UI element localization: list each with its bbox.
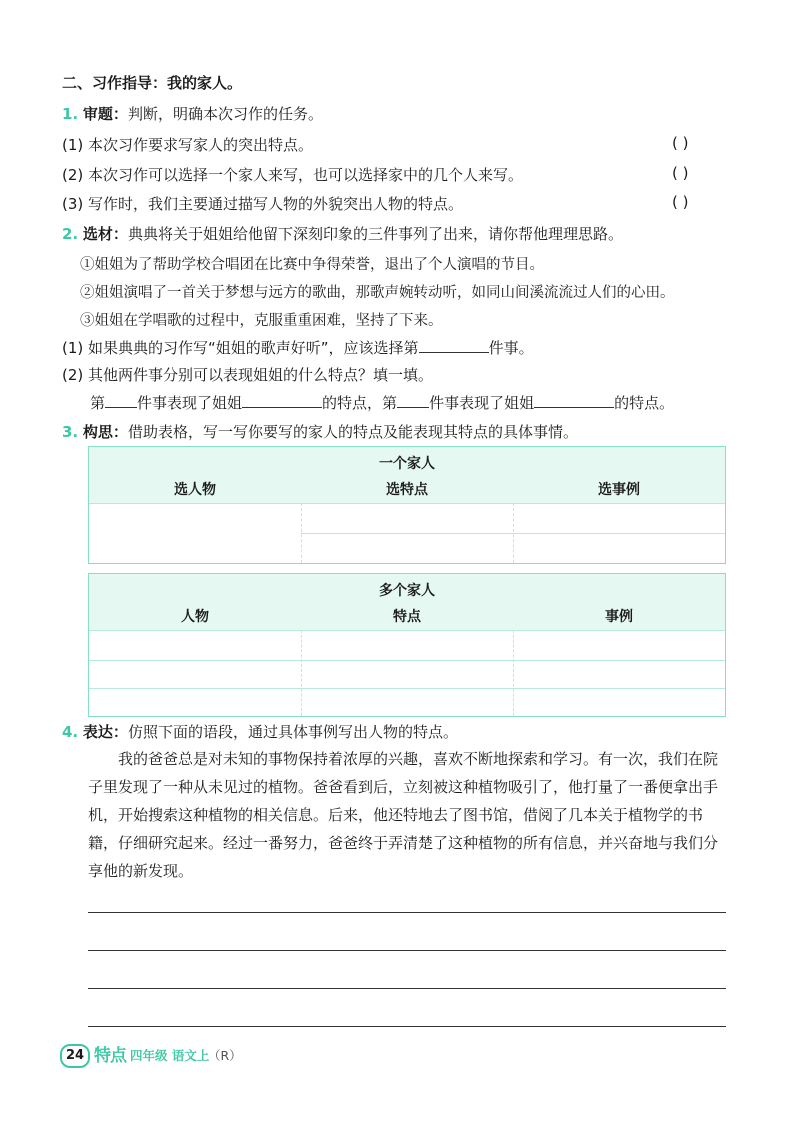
q2-fill-blank-event-1[interactable] <box>105 393 137 408</box>
table1-col-example: 选事例 <box>598 482 640 498</box>
brand-logo: 特点 <box>94 1046 126 1066</box>
q2-fill-blank-trait-1[interactable] <box>242 393 322 408</box>
q4-label: 表达： <box>82 723 128 741</box>
q1-prompt: 判断，明确本次习作的任务。 <box>127 105 323 123</box>
q2-sub1-blank[interactable] <box>419 338 489 353</box>
q2-event-2: ②姐姐演唱了一首关于梦想与远方的歌曲，那歌声婉转动听，如同山间溪流流过人们的心田。 <box>80 285 675 301</box>
q4-prompt: 仿照下面的语段，通过具体事例写出人物的特点。 <box>127 723 458 741</box>
q2-fill-trait-1: 的特点， <box>322 394 383 412</box>
table2-cell-example-3[interactable] <box>513 689 725 716</box>
table2-cell-person-1[interactable] <box>89 630 301 660</box>
table2-cell-person-2[interactable] <box>89 661 301 688</box>
q2-prompt: 典典将关于姐姐给他留下深刻印象的三件事列了出来，请你帮他理理思路。 <box>127 225 623 243</box>
q2-sub1 <box>62 337 534 358</box>
table2-title: 多个家人 <box>379 583 435 599</box>
q2-number: 2. <box>62 225 79 243</box>
table1-col-person: 选人物 <box>174 482 216 498</box>
q4-example-paragraph: 我的爸爸总是对未知的事物保持着浓厚的兴趣，喜欢不断地探索和学习。有一次，我们在院子里发现了一种从未见过的植物。爸爸看到后，立刻被这种植物吸引了，他打量了一番便拿出手机，开始搜索这种植物的相关信息。后来，他还特地去了图书馆，借阅了几本关于植物学的书籍，仔细研究起来。经过一番努力，爸爸终于弄清楚了这种植物的所有信息，并兴奋地与我们分享他的新发现。 <box>88 750 719 880</box>
q2-sub1-prefix: (1) 如果典典的习作写“姐姐的歌声好听”，应该选择第 <box>62 339 419 357</box>
table2-header <box>89 574 725 631</box>
q1-answer-2[interactable]: ( ) <box>672 164 689 182</box>
table2-cell-trait-1[interactable] <box>301 630 513 660</box>
q1-item-1: (1) 本次习作要求写家人的突出特点。 <box>62 136 314 154</box>
q4-header <box>62 721 458 742</box>
table1-cell-trait-1[interactable] <box>301 503 513 533</box>
table-multiple-family-members <box>88 573 726 717</box>
writing-line-3[interactable] <box>88 988 726 989</box>
q1-item-2: (2) 本次习作可以选择一个家人来写，也可以选择家中的几个人来写。 <box>62 166 524 184</box>
q2-fill-blank-event-2[interactable] <box>397 393 429 408</box>
table2-col-person: 人物 <box>181 609 209 625</box>
table2-cell-trait-3[interactable] <box>301 689 513 716</box>
table1-cell-trait-2[interactable] <box>301 534 513 563</box>
q1-answer-1[interactable]: ( ) <box>672 134 689 152</box>
q3-label: 构思： <box>82 423 128 441</box>
q1-answer-3[interactable]: ( ) <box>672 193 689 211</box>
q1-item-3: (3) 写作时，我们主要通过描写人物的外貌突出人物的特点。 <box>62 195 464 213</box>
writing-line-1[interactable] <box>88 912 726 913</box>
footer-edition: （R） <box>208 1048 242 1063</box>
table1-title: 一个家人 <box>379 456 435 472</box>
q2-sub1-suffix: 件事。 <box>488 339 534 357</box>
q4-number: 4. <box>62 723 79 741</box>
q3-prompt: 借助表格，写一写你要写的家人的特点及能表现其特点的具体事情。 <box>127 423 578 441</box>
table2-col-example: 事例 <box>605 609 633 625</box>
q2-fill-di-2: 第 <box>382 394 398 412</box>
table2-col-trait: 特点 <box>393 609 421 625</box>
writing-line-4[interactable] <box>88 1026 726 1027</box>
q2-fill-event-2: 件事表现了姐姐 <box>429 394 535 412</box>
table2-cell-example-2[interactable] <box>513 661 725 688</box>
q1-label: 审题： <box>82 105 128 123</box>
q2-fill-end: 的特点。 <box>614 394 675 412</box>
table1-header <box>89 447 725 504</box>
q1-number: 1. <box>62 105 79 123</box>
q2-header <box>62 223 623 244</box>
footer-grade: 四年级 语文上 <box>130 1048 210 1063</box>
table-one-family-member <box>88 446 726 564</box>
q1-header <box>62 103 323 124</box>
table2-cell-trait-2[interactable] <box>301 661 513 688</box>
q2-fill-line <box>90 392 674 413</box>
q2-fill-di-1: 第 <box>90 394 106 412</box>
q2-event-1: ①姐姐为了帮助学校合唱团在比赛中争得荣誉，退出了个人演唱的节目。 <box>80 257 544 273</box>
q2-fill-blank-trait-2[interactable] <box>534 393 614 408</box>
table1-col-trait: 选特点 <box>386 482 428 498</box>
table2-cell-person-3[interactable] <box>89 689 301 716</box>
q2-fill-event-1: 件事表现了姐姐 <box>137 394 243 412</box>
section-title: 二、习作指导：我的家人。 <box>62 74 243 92</box>
table1-cell-example-1[interactable] <box>513 503 725 533</box>
writing-line-2[interactable] <box>88 950 726 951</box>
table1-cell-person[interactable] <box>89 503 301 563</box>
q2-label: 选材： <box>82 225 128 243</box>
table1-cell-example-2[interactable] <box>513 534 725 563</box>
table2-cell-example-1[interactable] <box>513 630 725 660</box>
q3-number: 3. <box>62 423 79 441</box>
page-number-badge: 24 <box>60 1044 90 1068</box>
q3-header <box>62 421 578 442</box>
q2-event-3: ③姐姐在学唱歌的过程中，克服重重困难，坚持了下来。 <box>80 313 443 329</box>
q2-sub2: (2) 其他两件事分别可以表现姐姐的什么特点？填一填。 <box>62 366 434 384</box>
